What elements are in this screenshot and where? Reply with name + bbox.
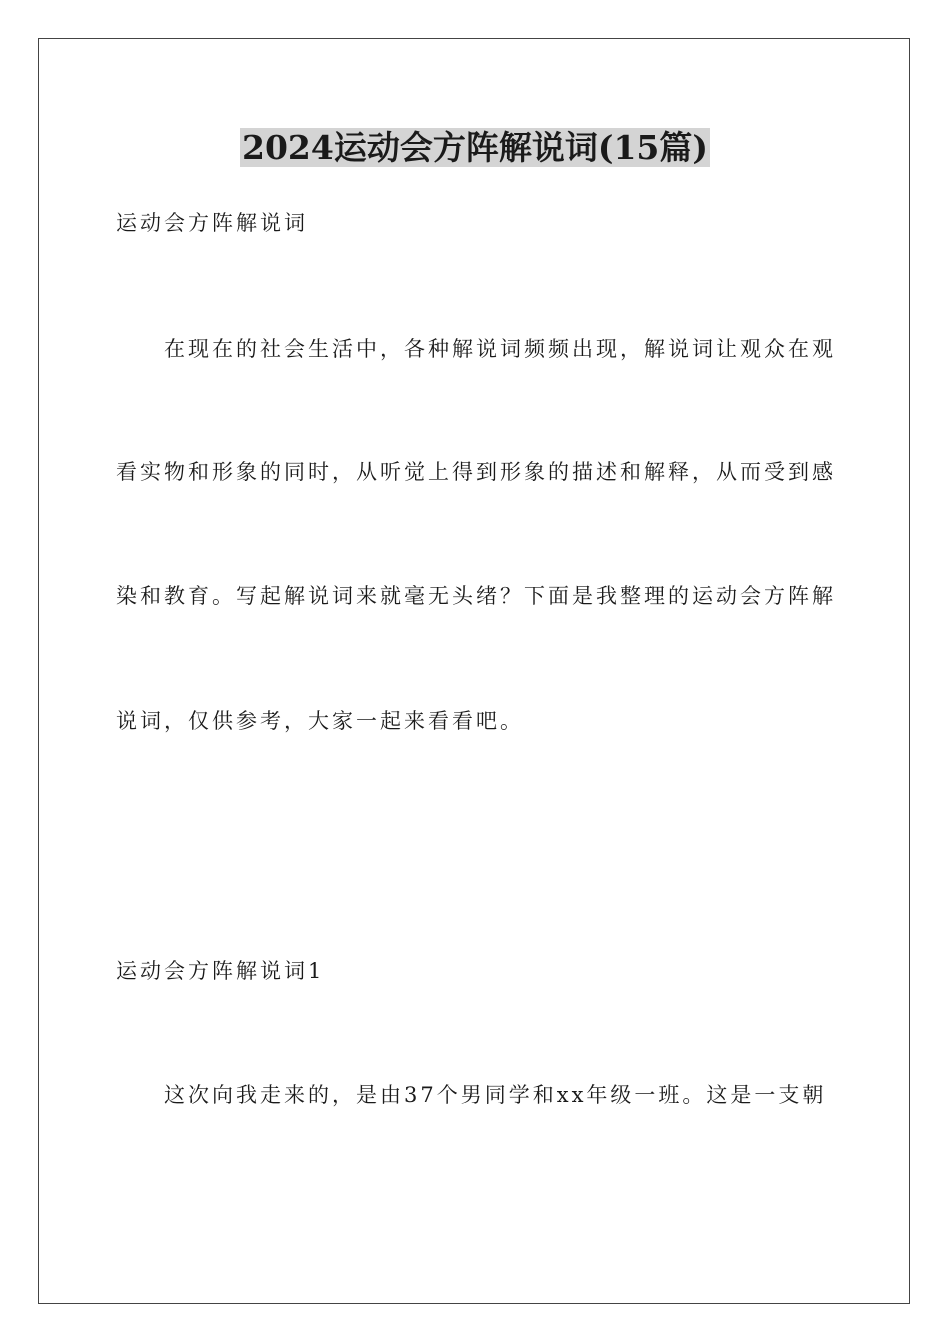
section-heading: 运动会方阵解说词1 [116, 959, 325, 983]
document-subtitle: 运动会方阵解说词 [116, 211, 308, 235]
intro-paragraph-line: 在现在的社会生活中，各种解说词频频出现，解说词让观众在观 [164, 337, 836, 361]
intro-paragraph-line: 说词，仅供参考，大家一起来看看吧。 [116, 709, 524, 733]
intro-paragraph-line: 看实物和形象的同时，从听觉上得到形象的描述和解释，从而受到感 [116, 460, 836, 484]
intro-paragraph-line: 染和教育。写起解说词来就毫无头绪？下面是我整理的运动会方阵解 [116, 584, 836, 608]
section-paragraph-line: 这次向我走来的，是由37个男同学和xx年级一班。这是一支朝 [164, 1083, 827, 1107]
document-title-text: 2024运动会方阵解说词(15篇) [242, 128, 708, 167]
document-title [0, 124, 950, 172]
